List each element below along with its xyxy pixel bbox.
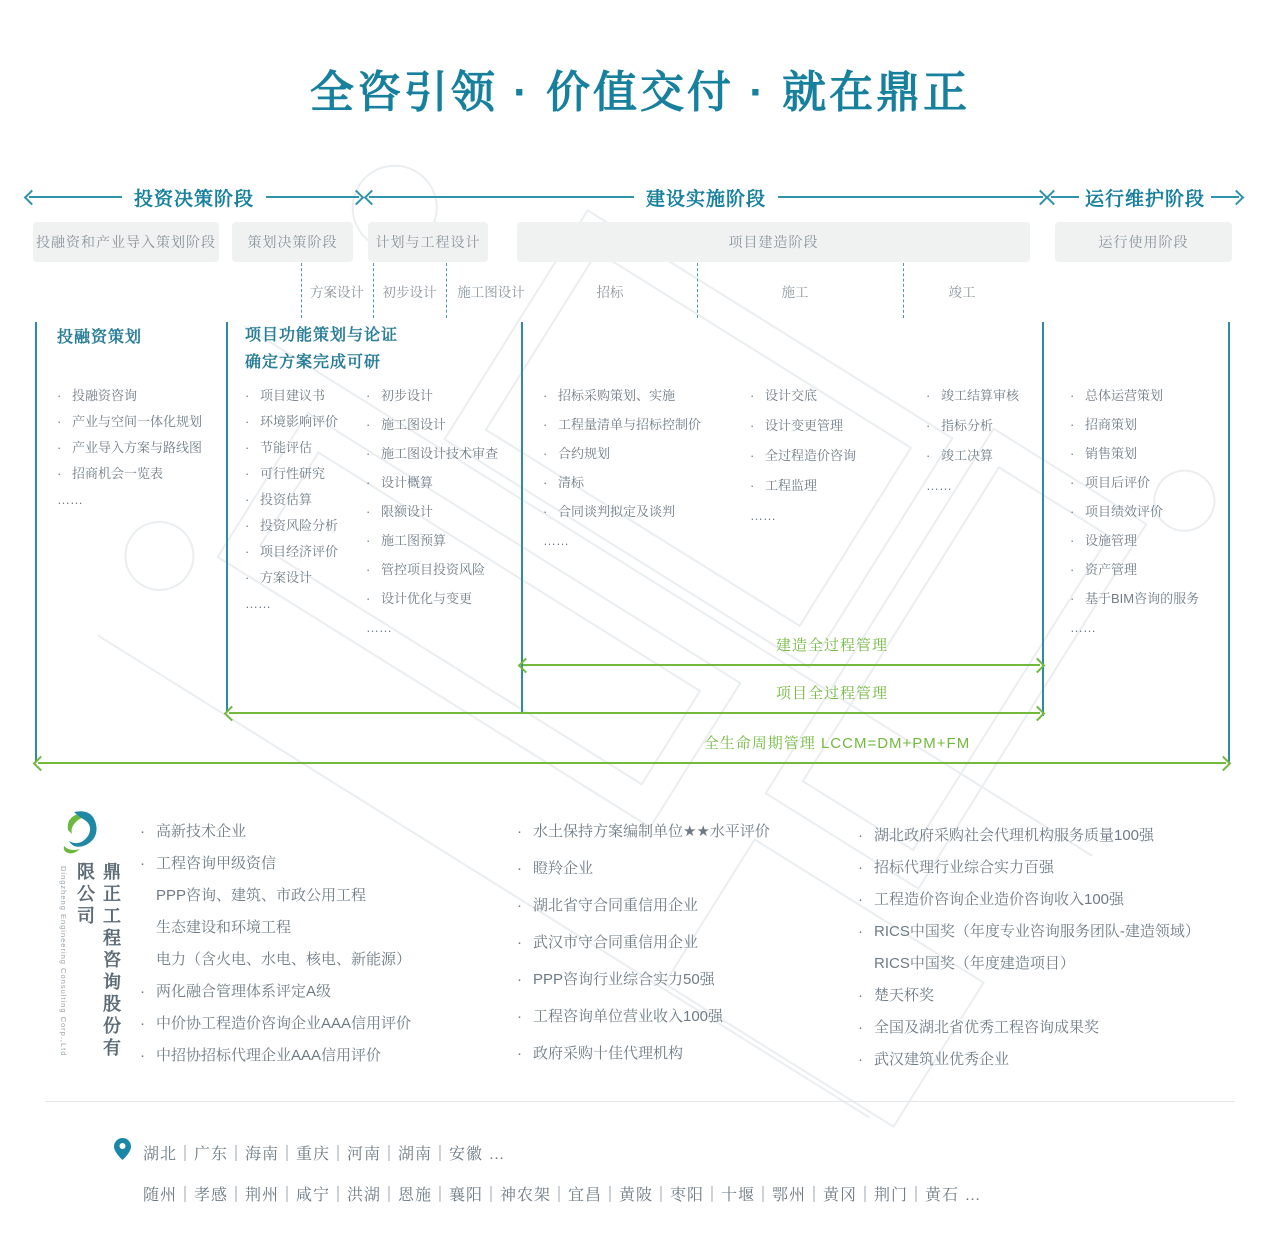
list-item-text: 武汉建筑业优秀企业 bbox=[874, 1051, 1010, 1068]
substage-construction-drawing: 施工图设计 bbox=[457, 285, 525, 300]
list-item bbox=[926, 478, 1076, 493]
list-item-text: 楚天杯奖 bbox=[874, 987, 935, 1004]
substage-construction: 施工 bbox=[781, 285, 809, 300]
bullet-icon: · bbox=[1070, 504, 1075, 519]
list-item-text: 水土保持方案编制单位★★水平评价 bbox=[533, 823, 770, 840]
design-list bbox=[366, 388, 534, 649]
list-item bbox=[140, 822, 480, 841]
list-item-text: 项目绩效评价 bbox=[1085, 504, 1164, 519]
bullet-icon: · bbox=[543, 446, 548, 461]
column-rail bbox=[226, 322, 228, 712]
bullet-icon: · bbox=[858, 1019, 863, 1036]
list-item bbox=[517, 970, 847, 989]
arrow-lifecycle-management bbox=[35, 757, 1229, 769]
list-item bbox=[543, 504, 735, 519]
list-item bbox=[750, 448, 912, 463]
stage-box-build: 项目建造阶段 bbox=[517, 222, 1030, 262]
bullet-icon: · bbox=[366, 417, 371, 432]
phase-label: 运行维护阶段 bbox=[1085, 188, 1206, 210]
list-item bbox=[750, 478, 912, 493]
heading-investment-planning: 投融资策划 bbox=[57, 329, 143, 346]
arrow-right-icon bbox=[1030, 705, 1046, 721]
phase-arrow-construction bbox=[366, 186, 1046, 208]
list-item bbox=[517, 933, 847, 952]
bullet-icon: · bbox=[57, 388, 62, 403]
list-item bbox=[543, 446, 735, 461]
bullet-icon: · bbox=[858, 827, 863, 844]
bullet-icon: · bbox=[245, 544, 250, 559]
list-item-text: 全国及湖北省优秀工程咨询成果奖 bbox=[874, 1019, 1100, 1036]
list-item-text: 节能评估 bbox=[260, 440, 313, 455]
bidding-list bbox=[543, 388, 735, 562]
list-item-text: 湖北省守合同重信用企业 bbox=[533, 897, 699, 914]
company-name-cn: 鼎正工程咨询股份有限公司 bbox=[75, 862, 121, 1060]
list-item bbox=[140, 1014, 480, 1033]
list-item bbox=[140, 918, 480, 937]
heading-project-planning bbox=[245, 322, 398, 376]
bullet-icon: · bbox=[366, 562, 371, 577]
list-item-text: 设计交底 bbox=[765, 388, 818, 403]
list-item bbox=[543, 417, 735, 432]
list-item-text: 瞪羚企业 bbox=[533, 860, 594, 877]
list-item bbox=[1070, 475, 1238, 490]
bullet-icon: · bbox=[926, 448, 931, 463]
list-item-text: 竣工结算审核 bbox=[941, 388, 1020, 403]
list-item-text: 招标采购策划、实施 bbox=[558, 388, 676, 403]
bullet-icon: · bbox=[140, 855, 145, 872]
list-item bbox=[750, 388, 912, 403]
list-item bbox=[858, 826, 1258, 845]
bullet-icon: · bbox=[366, 388, 371, 403]
arrow-project-whole-process bbox=[226, 707, 1043, 719]
list-item-text: …… bbox=[926, 478, 952, 493]
column-rail bbox=[35, 322, 37, 762]
substage-scheme-design: 方案设计 bbox=[310, 285, 364, 300]
bullet-icon: · bbox=[750, 448, 755, 463]
list-item-text: 全过程造价咨询 bbox=[765, 448, 857, 463]
list-item-text: 项目建议书 bbox=[260, 388, 326, 403]
substage-preliminary-design: 初步设计 bbox=[382, 285, 437, 300]
completion-list bbox=[926, 388, 1076, 508]
location-pin-icon bbox=[114, 1138, 131, 1160]
list-item-text: 合约规划 bbox=[558, 446, 611, 461]
bullet-icon: · bbox=[366, 504, 371, 519]
bullet-icon: · bbox=[245, 388, 250, 403]
list-item-text: …… bbox=[366, 620, 392, 635]
company-logo bbox=[58, 808, 104, 860]
phase-arrow-operation bbox=[1048, 186, 1242, 208]
list-item bbox=[366, 475, 534, 490]
arrow-right-icon bbox=[1030, 657, 1046, 673]
phase-label: 建设实施阶段 bbox=[646, 188, 767, 210]
bullet-icon: · bbox=[366, 475, 371, 490]
arrow-line bbox=[38, 762, 1226, 764]
list-item-text: 指标分析 bbox=[941, 418, 994, 433]
list-item-text: 可行性研究 bbox=[260, 466, 326, 481]
list-item-text: 中价协工程造价咨询企业AAA信用评价 bbox=[156, 1015, 412, 1032]
bullet-icon: · bbox=[517, 1045, 522, 1062]
substage-completion: 竣工 bbox=[948, 285, 976, 300]
list-item-text: 招标代理行业综合实力百强 bbox=[874, 859, 1055, 876]
arrow-left-icon bbox=[24, 189, 40, 205]
list-item bbox=[543, 533, 735, 548]
list-item bbox=[140, 950, 480, 969]
qualification-list-1 bbox=[140, 822, 480, 1078]
list-item bbox=[926, 448, 1076, 463]
arrow-build-whole-process bbox=[520, 659, 1043, 671]
list-item-text: 工程量清单与招标控制价 bbox=[558, 417, 702, 432]
city-list: 随州｜孝感｜荆州｜咸宁｜洪湖｜恩施｜襄阳｜神农架｜宜昌｜黄陂｜枣阳｜十堰｜鄂州｜黄冈｜荆门｜黄石 … bbox=[143, 1187, 982, 1204]
heading-line-1: 项目功能策划与论证 bbox=[245, 327, 399, 344]
arrow-line bbox=[29, 196, 122, 198]
list-item bbox=[366, 591, 534, 606]
stage-box-use: 运行使用阶段 bbox=[1055, 222, 1232, 262]
construction-list bbox=[750, 388, 912, 538]
list-item bbox=[858, 1050, 1258, 1069]
list-item bbox=[858, 922, 1258, 941]
arrow-right-icon bbox=[349, 189, 365, 205]
arrow-left-icon bbox=[224, 705, 240, 721]
list-item bbox=[57, 466, 225, 481]
bullet-icon: · bbox=[140, 1015, 145, 1032]
list-item-text: …… bbox=[245, 596, 271, 611]
arrow-line bbox=[266, 196, 359, 198]
list-item bbox=[926, 388, 1076, 403]
list-item bbox=[1070, 417, 1238, 432]
list-item-text: 清标 bbox=[558, 475, 585, 490]
list-item bbox=[858, 1018, 1258, 1037]
arrow-right-icon bbox=[1216, 755, 1232, 771]
qualification-list-3 bbox=[858, 826, 1258, 1082]
bullet-icon: · bbox=[858, 923, 863, 940]
bullet-icon: · bbox=[858, 859, 863, 876]
list-item bbox=[140, 854, 480, 873]
list-item-text: 设计优化与变更 bbox=[381, 591, 473, 606]
list-item bbox=[543, 388, 735, 403]
bullet-icon: · bbox=[366, 533, 371, 548]
list-item bbox=[366, 504, 534, 519]
heading-line-2: 确定方案完成可研 bbox=[245, 354, 382, 371]
phase-arrow-investment bbox=[26, 186, 362, 208]
bullet-icon: · bbox=[543, 417, 548, 432]
list-item bbox=[858, 890, 1258, 909]
list-item bbox=[858, 954, 1258, 973]
arrow-line bbox=[369, 196, 634, 198]
province-list: 湖北｜广东｜海南｜重庆｜河南｜湖南｜安徽 … bbox=[143, 1146, 506, 1163]
arrow-left-icon bbox=[364, 189, 380, 205]
bullet-icon: · bbox=[245, 492, 250, 507]
list-item-text: 工程监理 bbox=[765, 478, 818, 493]
list-item bbox=[1070, 562, 1238, 577]
page-title: 全咨引领 · 价值交付 · 就在鼎正 bbox=[309, 68, 971, 117]
list-item bbox=[366, 620, 534, 635]
list-item bbox=[1070, 591, 1238, 606]
list-item-text: 资产管理 bbox=[1085, 562, 1138, 577]
bullet-icon: · bbox=[1070, 417, 1075, 432]
list-item-text: 电力（含火电、水电、核电、新能源） bbox=[156, 951, 412, 968]
list-item-text: 中招协招标代理企业AAA信用评价 bbox=[156, 1047, 382, 1064]
bullet-icon: · bbox=[366, 591, 371, 606]
list-item-text: 工程咨询甲级资信 bbox=[156, 855, 277, 872]
list-item bbox=[750, 508, 912, 523]
stage-box-decision: 策划决策阶段 bbox=[232, 222, 353, 262]
bullet-icon: · bbox=[57, 466, 62, 481]
list-item-text: RICS中国奖（年度专业咨询服务团队-建造领域） bbox=[874, 923, 1200, 940]
list-item bbox=[57, 414, 225, 429]
list-item bbox=[366, 417, 534, 432]
list-item-text: PPP咨询、建筑、市政公用工程 bbox=[156, 887, 367, 904]
list-item bbox=[1070, 446, 1238, 461]
list-item-text: 施工图设计 bbox=[381, 417, 447, 432]
list-item bbox=[517, 896, 847, 915]
column-rail bbox=[1042, 322, 1044, 716]
phase-label: 投资决策阶段 bbox=[134, 188, 255, 210]
list-item bbox=[1070, 388, 1238, 403]
list-item-text: 方案设计 bbox=[260, 570, 313, 585]
substage-bidding: 招标 bbox=[596, 285, 624, 300]
label-lifecycle-management: 全生命周期管理 LCCM=DM+PM+FM bbox=[703, 735, 971, 752]
arrow-left-icon bbox=[33, 755, 49, 771]
list-item-text: 销售策划 bbox=[1085, 446, 1138, 461]
list-item bbox=[1070, 620, 1238, 635]
bullet-icon: · bbox=[543, 388, 548, 403]
list-item-text: 竣工决算 bbox=[941, 448, 994, 463]
bullet-icon: · bbox=[140, 823, 145, 840]
list-item bbox=[366, 562, 534, 577]
list-item-text: 产业与空间一体化规划 bbox=[72, 414, 203, 429]
list-item-text: 施工图设计技术审查 bbox=[381, 446, 499, 461]
list-item-text: 设计概算 bbox=[381, 475, 434, 490]
section-divider bbox=[45, 1101, 1235, 1102]
list-item-text: …… bbox=[57, 492, 83, 507]
bullet-icon: · bbox=[1070, 388, 1075, 403]
list-item bbox=[543, 475, 735, 490]
bullet-icon: · bbox=[1070, 533, 1075, 548]
bullet-icon: · bbox=[926, 388, 931, 403]
list-item bbox=[366, 388, 534, 403]
label-build-whole-process: 建造全过程管理 bbox=[775, 637, 888, 654]
arrow-line bbox=[229, 712, 1040, 714]
list-item bbox=[57, 492, 225, 507]
bullet-icon: · bbox=[926, 418, 931, 433]
bullet-icon: · bbox=[245, 414, 250, 429]
list-item bbox=[517, 859, 847, 878]
bullet-icon: · bbox=[517, 823, 522, 840]
list-item-text: 工程造价咨询企业造价咨询收入100强 bbox=[874, 891, 1125, 908]
arrow-left-icon bbox=[518, 657, 534, 673]
list-item-text: 湖北政府采购社会代理机构服务质量100强 bbox=[874, 827, 1155, 844]
bullet-icon: · bbox=[543, 504, 548, 519]
list-item-text: 合同谈判拟定及谈判 bbox=[558, 504, 676, 519]
list-item-text: 招商策划 bbox=[1085, 417, 1138, 432]
list-item bbox=[926, 418, 1076, 433]
list-item-text: …… bbox=[543, 533, 569, 548]
bullet-icon: · bbox=[57, 414, 62, 429]
bullet-icon: · bbox=[517, 971, 522, 988]
bullet-icon: · bbox=[366, 446, 371, 461]
list-item-text: 施工图预算 bbox=[381, 533, 447, 548]
company-name-en: Dingzheng Engineering Consulting Corp.,Ltd bbox=[59, 866, 68, 1057]
stage-box-funding: 投融资和产业导入策划阶段 bbox=[33, 222, 219, 262]
list-item-text: 设施管理 bbox=[1085, 533, 1138, 548]
list-item-text: 工程咨询单位营业收入100强 bbox=[533, 1008, 724, 1025]
list-item-text: 投融资咨询 bbox=[72, 388, 138, 403]
list-item bbox=[517, 822, 847, 841]
stage-box-plan-design: 计划与工程设计 bbox=[368, 222, 488, 262]
list-item-text: 初步设计 bbox=[381, 388, 434, 403]
dashed-separator bbox=[903, 263, 904, 318]
bullet-icon: · bbox=[543, 475, 548, 490]
arrow-left-icon bbox=[1046, 189, 1062, 205]
list-item bbox=[858, 858, 1258, 877]
bullet-icon: · bbox=[1070, 475, 1075, 490]
list-item bbox=[517, 1007, 847, 1026]
list-item bbox=[57, 440, 225, 455]
qualification-list-2 bbox=[517, 822, 847, 1081]
list-item-text: 高新技术企业 bbox=[156, 823, 247, 840]
bullet-icon: · bbox=[517, 897, 522, 914]
list-item-text: …… bbox=[1070, 620, 1096, 635]
bullet-icon: · bbox=[750, 388, 755, 403]
bullet-icon: · bbox=[140, 983, 145, 1000]
list-item-text: 基于BIM咨询的服务 bbox=[1085, 591, 1200, 606]
bullet-icon: · bbox=[517, 934, 522, 951]
bullet-icon: · bbox=[1070, 446, 1075, 461]
list-item-text: RICS中国奖（年度建造项目） bbox=[874, 955, 1075, 972]
arrow-line bbox=[523, 664, 1040, 666]
list-item-text: 生态建设和环境工程 bbox=[156, 919, 292, 936]
list-item-text: 武汉市守合同重信用企业 bbox=[533, 934, 699, 951]
list-item-text: 设计变更管理 bbox=[765, 418, 844, 433]
list-item bbox=[140, 1046, 480, 1065]
list-item bbox=[1070, 533, 1238, 548]
list-item bbox=[140, 982, 480, 1001]
list-item-text: PPP咨询行业综合实力50强 bbox=[533, 971, 715, 988]
bullet-icon: · bbox=[858, 987, 863, 1004]
list-item-text: 限额设计 bbox=[381, 504, 434, 519]
bullet-icon: · bbox=[245, 570, 250, 585]
dashed-separator bbox=[697, 263, 698, 318]
bullet-icon: · bbox=[517, 860, 522, 877]
list-item-text: 总体运营策划 bbox=[1085, 388, 1164, 403]
list-item bbox=[750, 418, 912, 433]
bullet-icon: · bbox=[57, 440, 62, 455]
bullet-icon: · bbox=[245, 440, 250, 455]
list-item bbox=[140, 886, 480, 905]
bullet-icon: · bbox=[517, 1008, 522, 1025]
investment-list bbox=[57, 388, 225, 518]
list-item-text: 招商机会一览表 bbox=[72, 466, 164, 481]
bullet-icon: · bbox=[245, 518, 250, 533]
bullet-icon: · bbox=[858, 891, 863, 908]
label-project-whole-process: 项目全过程管理 bbox=[775, 685, 888, 702]
list-item-text: 投资风险分析 bbox=[260, 518, 339, 533]
list-item-text: 投资估算 bbox=[260, 492, 313, 507]
operation-list bbox=[1070, 388, 1238, 649]
bullet-icon: · bbox=[1070, 591, 1075, 606]
list-item bbox=[517, 1044, 847, 1063]
list-item-text: 产业导入方案与路线图 bbox=[72, 440, 203, 455]
list-item bbox=[366, 446, 534, 461]
arrow-line bbox=[778, 196, 1043, 198]
list-item-text: 两化融合管理体系评定A级 bbox=[156, 983, 332, 1000]
arrow-right-icon bbox=[1229, 189, 1245, 205]
list-item-text: 管控项目投资风险 bbox=[381, 562, 486, 577]
list-item-text: 项目经济评价 bbox=[260, 544, 339, 559]
list-item-text: 项目后评价 bbox=[1085, 475, 1151, 490]
list-item-text: 政府采购十佳代理机构 bbox=[533, 1045, 684, 1062]
bullet-icon: · bbox=[1070, 562, 1075, 577]
bullet-icon: · bbox=[245, 466, 250, 481]
bullet-icon: · bbox=[140, 1047, 145, 1064]
list-item bbox=[366, 533, 534, 548]
bullet-icon: · bbox=[750, 478, 755, 493]
list-item-text: …… bbox=[750, 508, 776, 523]
list-item-text: 环境影响评价 bbox=[260, 414, 339, 429]
list-item bbox=[1070, 504, 1238, 519]
list-item bbox=[57, 388, 225, 403]
bullet-icon: · bbox=[858, 1051, 863, 1068]
list-item bbox=[858, 986, 1258, 1005]
bullet-icon: · bbox=[750, 418, 755, 433]
